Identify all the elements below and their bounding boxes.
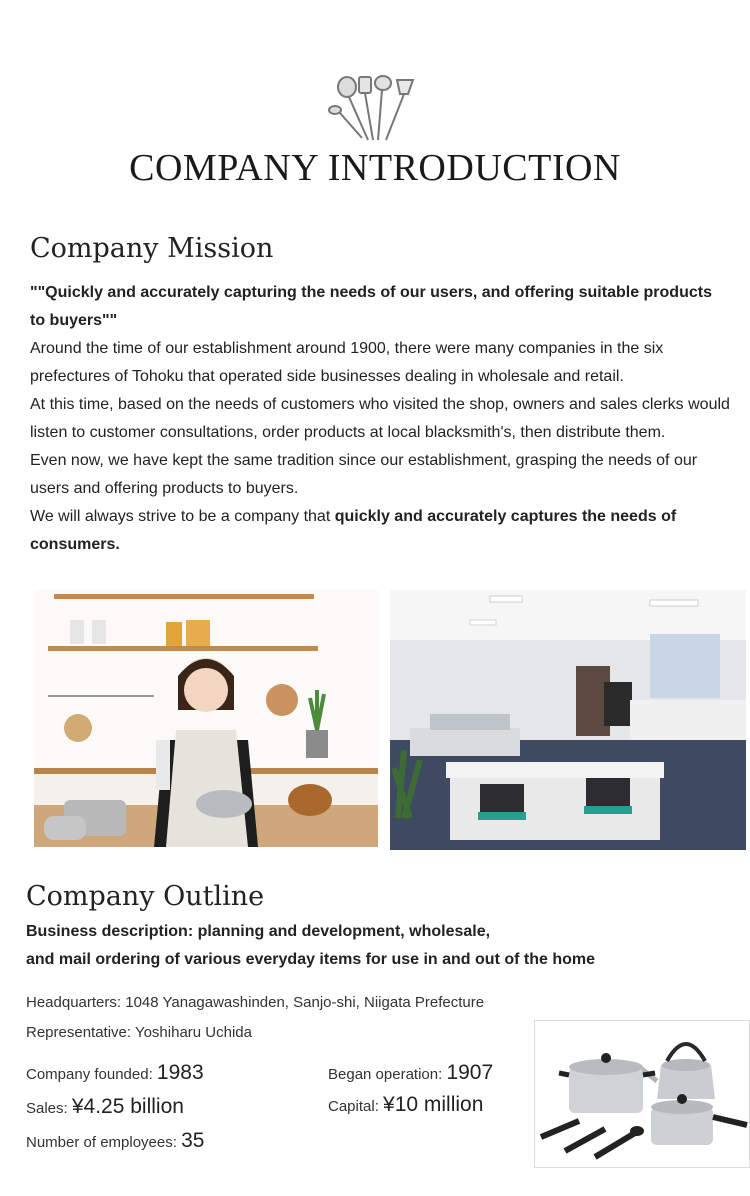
founded-label: Company founded: xyxy=(26,1066,157,1083)
mission-quote: ""Quickly and accurately capturing the needs of our users, and offering suitable products to buyers"" xyxy=(30,284,712,329)
kitchen-photo xyxy=(34,590,378,847)
mission-paragraph: At this time, based on the needs of customers who visited the shop, owners and sales clerks would listen to customer consultations, order products at local blacksmith's, then distribute them. xyxy=(30,396,730,441)
mission-paragraph: Even now, we have kept the same tradition since our establishment, grasping the needs of our users and offering products to buyers. xyxy=(30,452,698,497)
representative-info: Representative: Yoshiharu Uchida xyxy=(26,1024,252,1041)
began-label: Began operation: xyxy=(328,1066,447,1083)
began-value: 1907 xyxy=(446,1061,494,1084)
business-description xyxy=(26,918,726,974)
founded-info xyxy=(26,1061,204,1085)
capital-info xyxy=(328,1093,483,1117)
sales-value: ¥4.25 billion xyxy=(71,1095,184,1118)
employees-value: 35 xyxy=(181,1129,205,1152)
cookware-photo xyxy=(534,1020,750,1168)
began-operation-info xyxy=(328,1061,493,1085)
sales-label: Sales: xyxy=(26,1100,72,1117)
employees-info xyxy=(26,1129,204,1153)
business-description-line: and mail ordering of various everyday items for use in and out of the home xyxy=(26,951,595,968)
capital-value: ¥10 million xyxy=(383,1093,484,1116)
mission-paragraph xyxy=(30,503,730,559)
mission-text xyxy=(30,279,730,559)
mission-paragraph: Around the time of our establishment around 1900, there were many companies in the six prefectures of Tohoku that operated side businesses dealing in wholesale and retail. xyxy=(30,340,664,385)
mission-closing-emphasis: quickly and accurately captures the needs of consumers. xyxy=(30,508,677,553)
business-description-line: Business description: planning and development, wholesale, xyxy=(26,923,491,940)
mission-heading: Company Mission xyxy=(30,233,274,264)
page-title: COMPANY INTRODUCTION xyxy=(129,147,621,189)
outline-heading: Company Outline xyxy=(26,881,265,912)
mission-closing-start: We will always strive to be a company that xyxy=(30,508,335,525)
office-photo xyxy=(390,590,746,850)
founded-value: 1983 xyxy=(156,1061,204,1084)
headquarters-info: Headquarters: 1048 Yanagawashinden, Sanjo-shi, Niigata Prefecture xyxy=(26,994,485,1011)
kitchen-utensils-icon xyxy=(326,72,422,146)
sales-info xyxy=(26,1095,184,1119)
employees-label: Number of employees: xyxy=(26,1134,182,1151)
capital-label: Capital: xyxy=(328,1098,384,1115)
